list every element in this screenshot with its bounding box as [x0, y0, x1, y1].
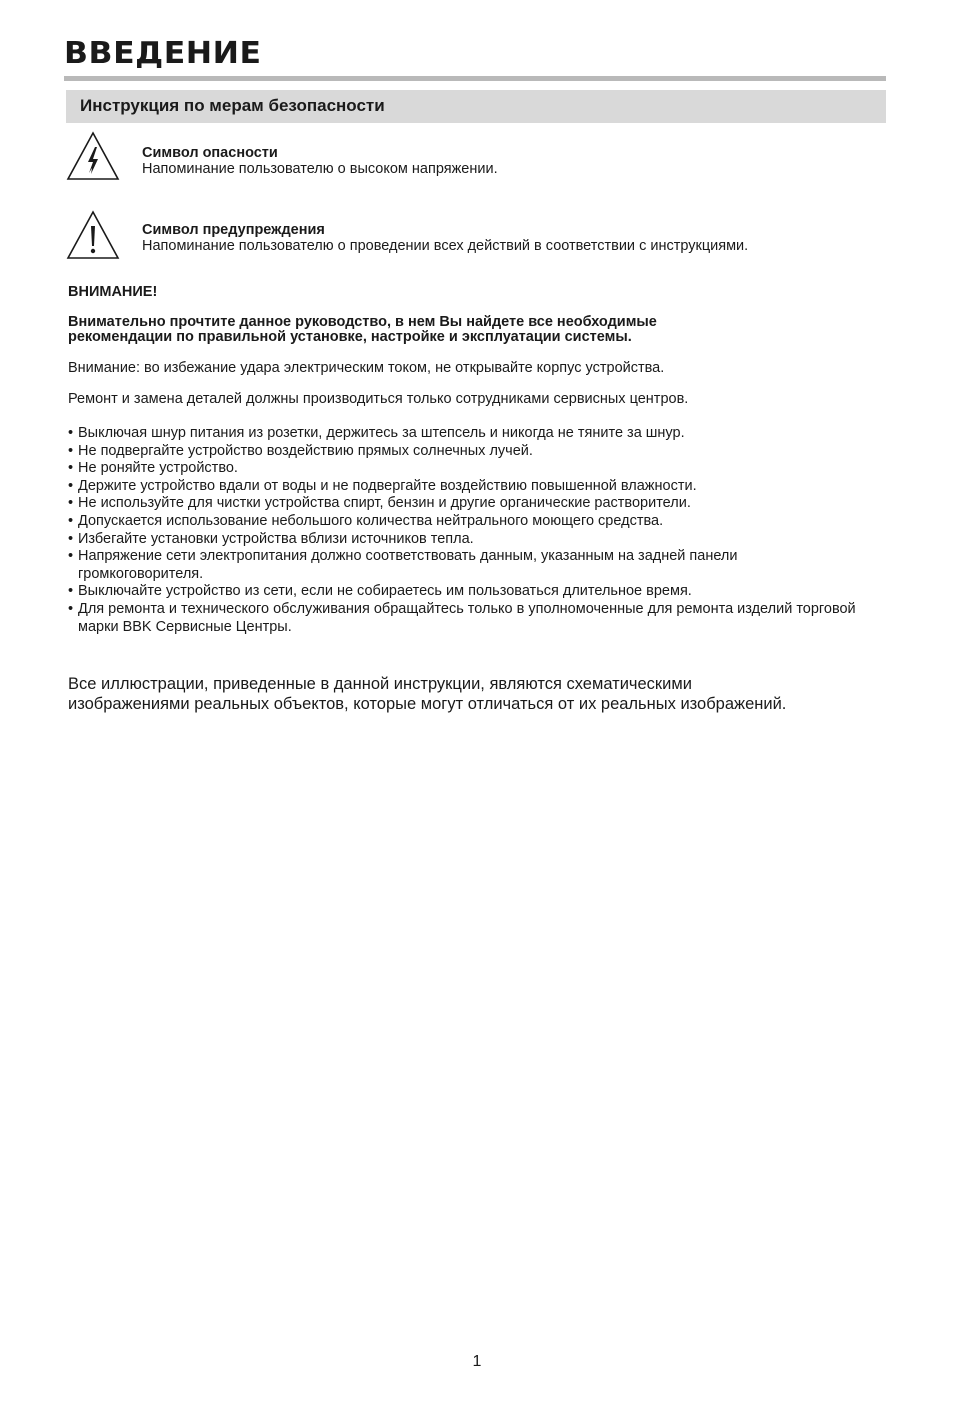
- bullet-dot: •: [68, 442, 74, 459]
- warning-bold-line-1: Внимательно прочтите данное руководство, в нем Вы найдете все необходимые: [68, 314, 657, 330]
- symbol-warning-name: Символ предупреждения: [142, 222, 325, 238]
- closing-note: [68, 674, 888, 714]
- section-title: Инструкция по мерам безопасности: [80, 96, 385, 115]
- page-title: ВВЕДЕНИЕ: [64, 36, 262, 71]
- list-item: [68, 460, 868, 478]
- safety-bullet-list: [68, 425, 868, 636]
- warning-paragraph-1: Внимание: во избежание удара электрическим током, не открывайте корпус устройства.: [68, 360, 665, 376]
- symbol-danger-name: Символ опасности: [142, 145, 278, 161]
- symbol-danger: [142, 145, 498, 177]
- closing-line-1: Все иллюстрации, приведенные в данной инструкции, являются схематическими: [68, 675, 692, 693]
- list-item-text: Допускается использование небольшого количества нейтрального моющего средства.: [78, 512, 664, 529]
- bullet-dot: •: [68, 425, 74, 441]
- list-item-text: Напряжение сети электропитания должно соответствовать данным, указанным на задней панели громкоговорителя.: [78, 548, 738, 582]
- list-item: [68, 601, 878, 636]
- warning-heading: ВНИМАНИЕ!: [68, 284, 158, 300]
- list-item: [68, 531, 868, 549]
- list-item-text: Не роняйте устройство.: [78, 460, 238, 477]
- list-item-text: Выключая шнур питания из розетки, держитесь за штепсель и никогда не тяните за шнур.: [78, 425, 685, 441]
- title-underline: [64, 76, 886, 81]
- bullet-dot: •: [68, 495, 74, 512]
- page-number: 1: [472, 1353, 482, 1370]
- bullet-dot: •: [68, 512, 74, 529]
- list-item-text: Выключайте устройство из сети, если не собираетесь им пользоваться длительное время.: [78, 583, 692, 600]
- list-item-text: Избегайте установки устройства вблизи источников тепла.: [78, 530, 474, 547]
- bullet-dot: •: [68, 460, 74, 477]
- list-item-text: Держите устройство вдали от воды и не подвергайте воздействию повышенной влажности.: [78, 477, 697, 494]
- list-item-text: Для ремонта и технического обслуживания обращайтесь только в уполномоченные для ремонта изделий торговой марки BBK Сервисные Центры.: [78, 600, 856, 635]
- list-item: [68, 425, 868, 443]
- exclamation-triangle-icon: [66, 210, 120, 260]
- symbol-danger-description: Напоминание пользователю о высоком напряжении.: [142, 161, 498, 177]
- bullet-dot: •: [68, 548, 74, 565]
- symbol-warning: [142, 222, 748, 254]
- bullet-dot: •: [68, 600, 74, 617]
- lightning-triangle-icon: [66, 131, 120, 181]
- warning-bold-note: [68, 315, 657, 344]
- section-header: [66, 90, 886, 123]
- list-item: [68, 513, 868, 531]
- bullet-dot: •: [68, 477, 74, 494]
- symbol-warning-description: Напоминание пользователю о проведении всех действий в соответствии с инструкциями.: [142, 238, 749, 254]
- closing-line-2: изображениями реальных объектов, которые могут отличаться от их реальных изображений.: [68, 695, 787, 713]
- list-item: [68, 443, 868, 461]
- warning-bold-line-2: рекомендации по правильной установке, настройке и эксплуатации системы.: [68, 328, 632, 345]
- list-item-text: Не используйте для чистки устройства спирт, бензин и другие органические растворители.: [78, 495, 691, 512]
- list-item: [68, 478, 868, 496]
- bullet-dot: •: [68, 530, 74, 547]
- warning-paragraph-2: Ремонт и замена деталей должны производиться только сотрудниками сервисных центров.: [68, 391, 689, 407]
- list-item-text: Не подвергайте устройство воздействию прямых солнечных лучей.: [78, 442, 533, 459]
- bullet-dot: •: [68, 583, 74, 600]
- list-item: [68, 548, 823, 583]
- list-item: [68, 495, 868, 513]
- list-item: [68, 583, 868, 601]
